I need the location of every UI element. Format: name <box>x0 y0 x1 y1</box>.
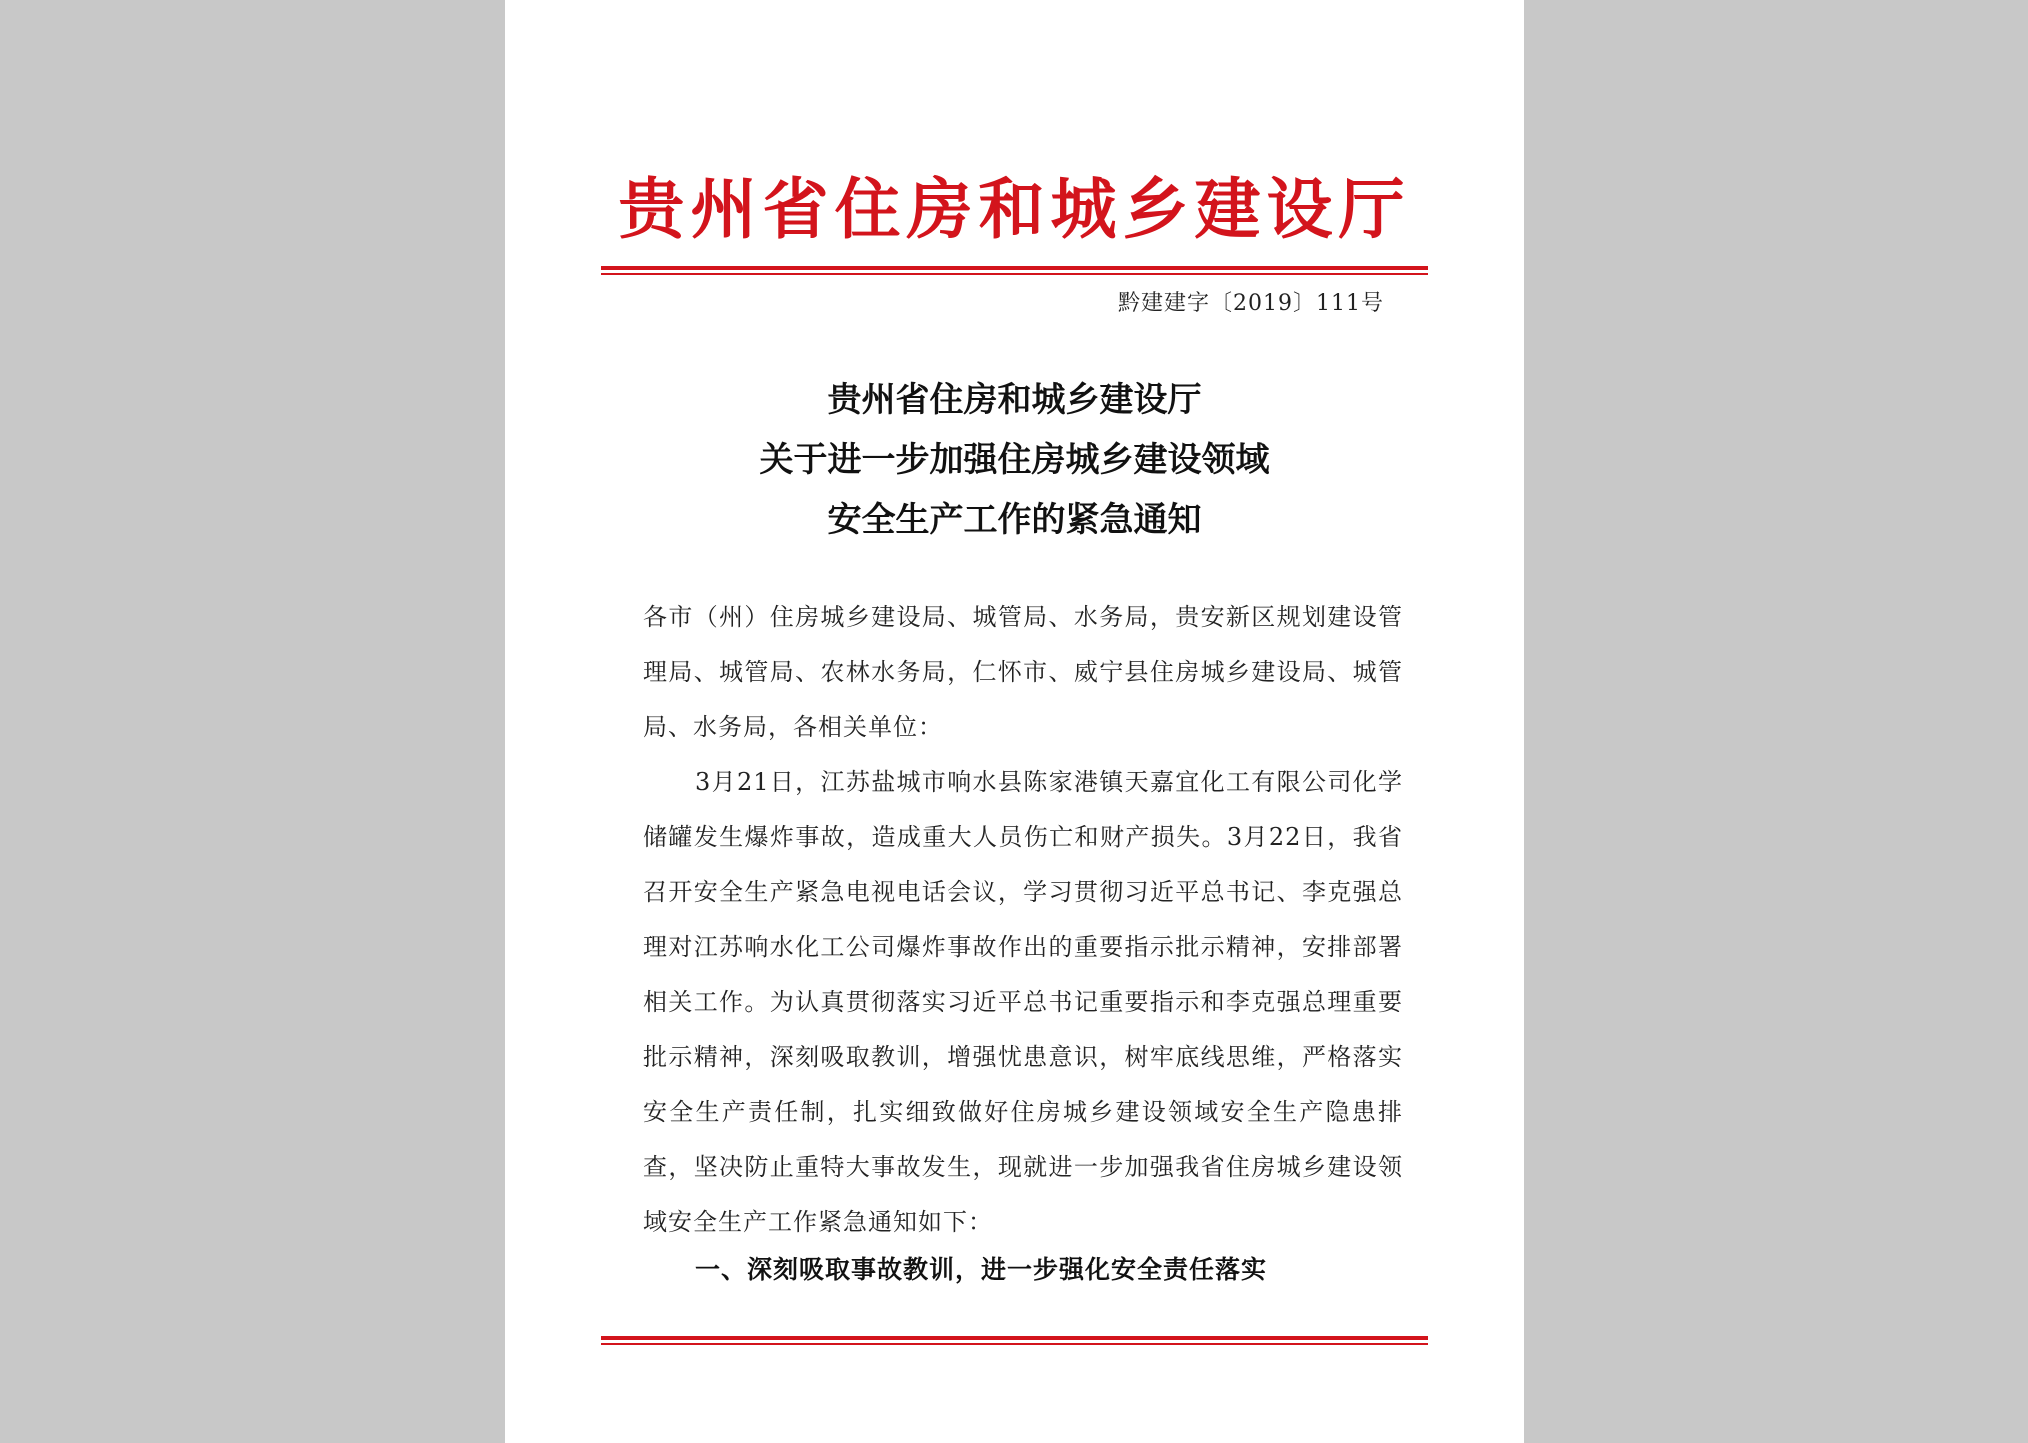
document-title <box>505 370 1524 550</box>
body-paragraph: 3月21日，江苏盐城市响水县陈家港镇天嘉宜化工有限公司化学储罐发生爆炸事故，造成重大人员伤亡和财产损失。3月22日，我省召开安全生产紧急电视电话会议，学习贯彻习近平总书记、李克强总理对江苏响水化工公司爆炸事故作出的重要指示批示精神，安排部署相关工作。为认真贯彻落实习近平总书记重要指示和李克强总理重要批示精神，深刻吸取教训，增强忧患意识，树牢底线思维，严格落实安全生产责任制，扎实细致做好住房城乡建设领域安全生产隐患排查，坚决防止重特大事故发生，现就进一步加强我省住房城乡建设领域安全生产工作紧急通知如下： <box>643 768 1403 1236</box>
document-page <box>505 0 1524 1443</box>
salutation: 各市（州）住房城乡建设局、城管局、水务局，贵安新区规划建设管理局、城管局、农林水务局，仁怀市、威宁县住房城乡建设局、城管局、水务局，各相关单位： <box>643 603 1403 741</box>
title-line-3: 安全生产工作的紧急通知 <box>827 500 1202 540</box>
document-number: 黔建建字〔2019〕111号 <box>1118 291 1384 316</box>
title-line-2: 关于进一步加强住房城乡建设领域 <box>759 440 1270 480</box>
section-heading: 一、深刻吸取事故教训，进一步强化安全责任落实 <box>695 1255 1268 1284</box>
masthead-title: 贵州省住房和城乡建设厅 <box>618 171 1411 248</box>
title-line-1: 贵州省住房和城乡建设厅 <box>827 380 1202 420</box>
document-body <box>643 590 1403 1250</box>
footer-divider <box>601 1336 1428 1345</box>
masthead-divider <box>601 266 1428 275</box>
